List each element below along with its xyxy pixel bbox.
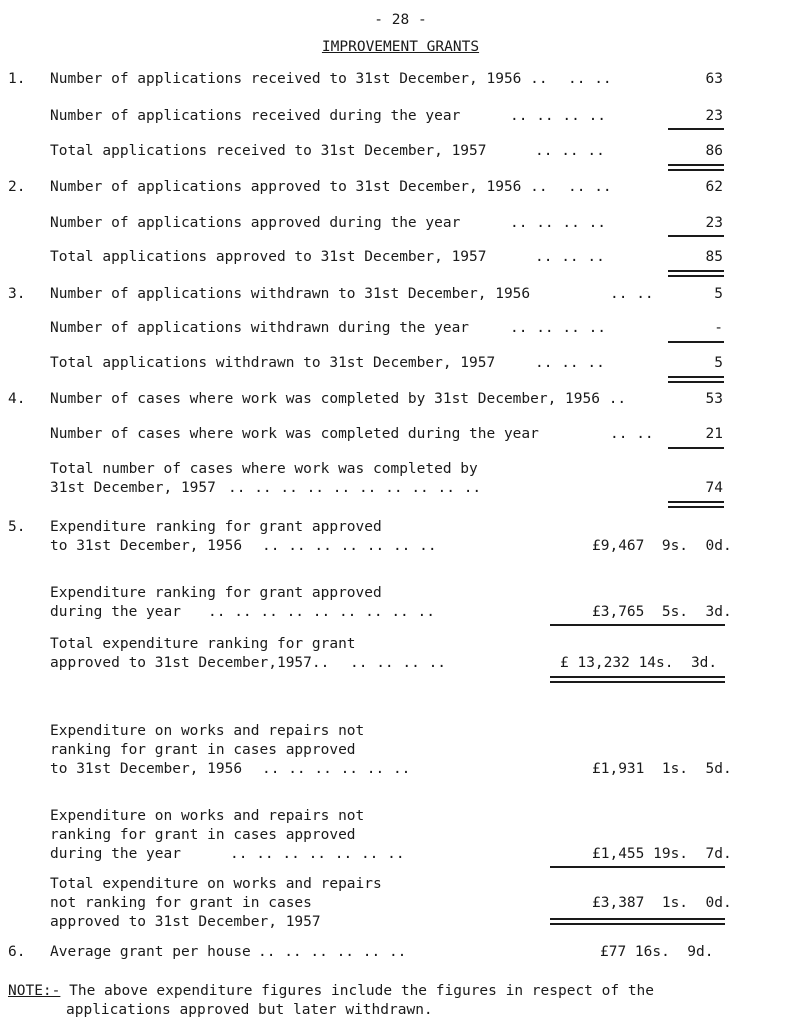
leader-dots: .. .. .. .. .. .. .. bbox=[230, 846, 405, 862]
row-label: Number of cases where work was completed by 31st December, 1956 .. bbox=[50, 391, 627, 407]
row-label: Number of applications approved during the year bbox=[50, 215, 461, 231]
leader-dots: .. .. .. .. bbox=[510, 320, 607, 336]
row-value: 86 bbox=[705, 143, 723, 159]
row-label: Number of applications approved to 31st December, 1956 .. bbox=[50, 179, 548, 195]
amount: £1,931 1s. 5d. bbox=[592, 761, 732, 777]
row-value: 5 bbox=[714, 355, 723, 371]
amount: £3,387 1s. 0d. bbox=[592, 895, 732, 911]
leader-dots: .. .. .. bbox=[535, 249, 605, 265]
amount: £9,467 9s. 0d. bbox=[592, 538, 732, 554]
row-value: 5 bbox=[714, 286, 723, 302]
row-value: 74 bbox=[705, 480, 723, 496]
row-label: Expenditure ranking for grant approved bbox=[50, 519, 382, 535]
section-number: 4. bbox=[8, 391, 26, 407]
row-label: Total applications approved to 31st December, 1957 bbox=[50, 249, 487, 265]
row-label: to 31st December, 1956 bbox=[50, 538, 243, 554]
row-label: Expenditure ranking for grant approved bbox=[50, 585, 382, 601]
row-label: ranking for grant in cases approved bbox=[50, 742, 356, 758]
row-label: Number of applications withdrawn to 31st December, 1956 bbox=[50, 286, 531, 302]
row-value: 23 bbox=[705, 215, 723, 231]
leader-dots: .. .. .. bbox=[535, 355, 605, 371]
row-label: Number of cases where work was completed during the year bbox=[50, 426, 539, 442]
leader-dots: .. .. .. .. .. .. bbox=[258, 944, 407, 960]
row-label: Total expenditure on works and repairs bbox=[50, 876, 382, 892]
rule bbox=[668, 341, 724, 343]
double-rule bbox=[550, 676, 725, 683]
note-label: NOTE:- bbox=[8, 983, 61, 999]
double-rule bbox=[550, 918, 725, 925]
rule bbox=[550, 624, 725, 626]
row-label: Number of applications withdrawn during the year bbox=[50, 320, 470, 336]
rule bbox=[550, 866, 725, 868]
page-number: - 28 - bbox=[374, 12, 427, 28]
row-label: not ranking for grant in cases bbox=[50, 895, 312, 911]
leader-dots: .. .. .. .. .. .. .. .. .. bbox=[208, 604, 435, 620]
row-label: Total expenditure ranking for grant bbox=[50, 636, 356, 652]
leader-dots: .. .. bbox=[568, 179, 612, 195]
leader-dots: .. .. bbox=[610, 286, 654, 302]
amount: £ 13,232 14s. 3d. bbox=[560, 655, 718, 671]
leader-dots: .. .. .. .. .. .. .. bbox=[262, 538, 437, 554]
row-label: Number of applications received during the year bbox=[50, 108, 461, 124]
leader-dots: .. .. .. .. bbox=[510, 215, 607, 231]
leader-dots: .. .. .. .. .. .. .. .. .. .. bbox=[228, 480, 482, 496]
section-number: 1. bbox=[8, 71, 26, 87]
row-label: 31st December, 1957 bbox=[50, 480, 216, 496]
row-value: 53 bbox=[705, 391, 723, 407]
section-number: 5. bbox=[8, 519, 26, 535]
row-value: - bbox=[714, 320, 723, 336]
double-rule bbox=[668, 270, 724, 277]
leader-dots: .. .. .. .. .. .. bbox=[262, 761, 411, 777]
row-label: Total applications received to 31st December, 1957 bbox=[50, 143, 487, 159]
row-label: Total number of cases where work was completed by bbox=[50, 461, 478, 477]
amount: £77 16s. 9d. bbox=[600, 944, 714, 960]
rule bbox=[668, 447, 724, 449]
leader-dots: .. .. .. bbox=[535, 143, 605, 159]
section-number: 6. bbox=[8, 944, 26, 960]
leader-dots: .. .. bbox=[568, 71, 612, 87]
section-number: 2. bbox=[8, 179, 26, 195]
row-label: Expenditure on works and repairs not bbox=[50, 723, 365, 739]
row-label: to 31st December, 1956 bbox=[50, 761, 243, 777]
leader-dots: .. .. .. .. bbox=[510, 108, 607, 124]
row-label: approved to 31st December, 1957 bbox=[50, 914, 321, 930]
row-label: Expenditure on works and repairs not bbox=[50, 808, 365, 824]
section-number: 3. bbox=[8, 286, 26, 302]
row-value: 85 bbox=[705, 249, 723, 265]
row-label: during the year bbox=[50, 604, 181, 620]
amount: £3,765 5s. 3d. bbox=[592, 604, 732, 620]
note-text: applications approved but later withdrawn. bbox=[66, 1002, 433, 1018]
row-label: Number of applications received to 31st December, 1956 .. bbox=[50, 71, 548, 87]
row-label: ranking for grant in cases approved bbox=[50, 827, 356, 843]
row-value: 21 bbox=[705, 426, 723, 442]
rule bbox=[668, 235, 724, 237]
leader-dots: .. .. .. .. bbox=[350, 655, 447, 671]
note-text: The above expenditure figures include the figures in respect of the bbox=[60, 983, 655, 999]
double-rule bbox=[668, 376, 724, 383]
row-label: Average grant per house bbox=[50, 944, 251, 960]
leader-dots: .. .. bbox=[610, 426, 654, 442]
double-rule bbox=[668, 501, 724, 508]
row-value: 62 bbox=[705, 179, 723, 195]
rule bbox=[668, 128, 724, 130]
page-title: IMPROVEMENT GRANTS bbox=[321, 39, 480, 55]
amount: £1,455 19s. 7d. bbox=[592, 846, 732, 862]
row-value: 23 bbox=[705, 108, 723, 124]
row-label: approved to 31st December,1957.. bbox=[50, 655, 330, 671]
row-label: Total applications withdrawn to 31st December, 1957 bbox=[50, 355, 496, 371]
row-value: 63 bbox=[705, 71, 723, 87]
note bbox=[8, 983, 654, 999]
double-rule bbox=[668, 164, 724, 171]
row-label: during the year bbox=[50, 846, 181, 862]
